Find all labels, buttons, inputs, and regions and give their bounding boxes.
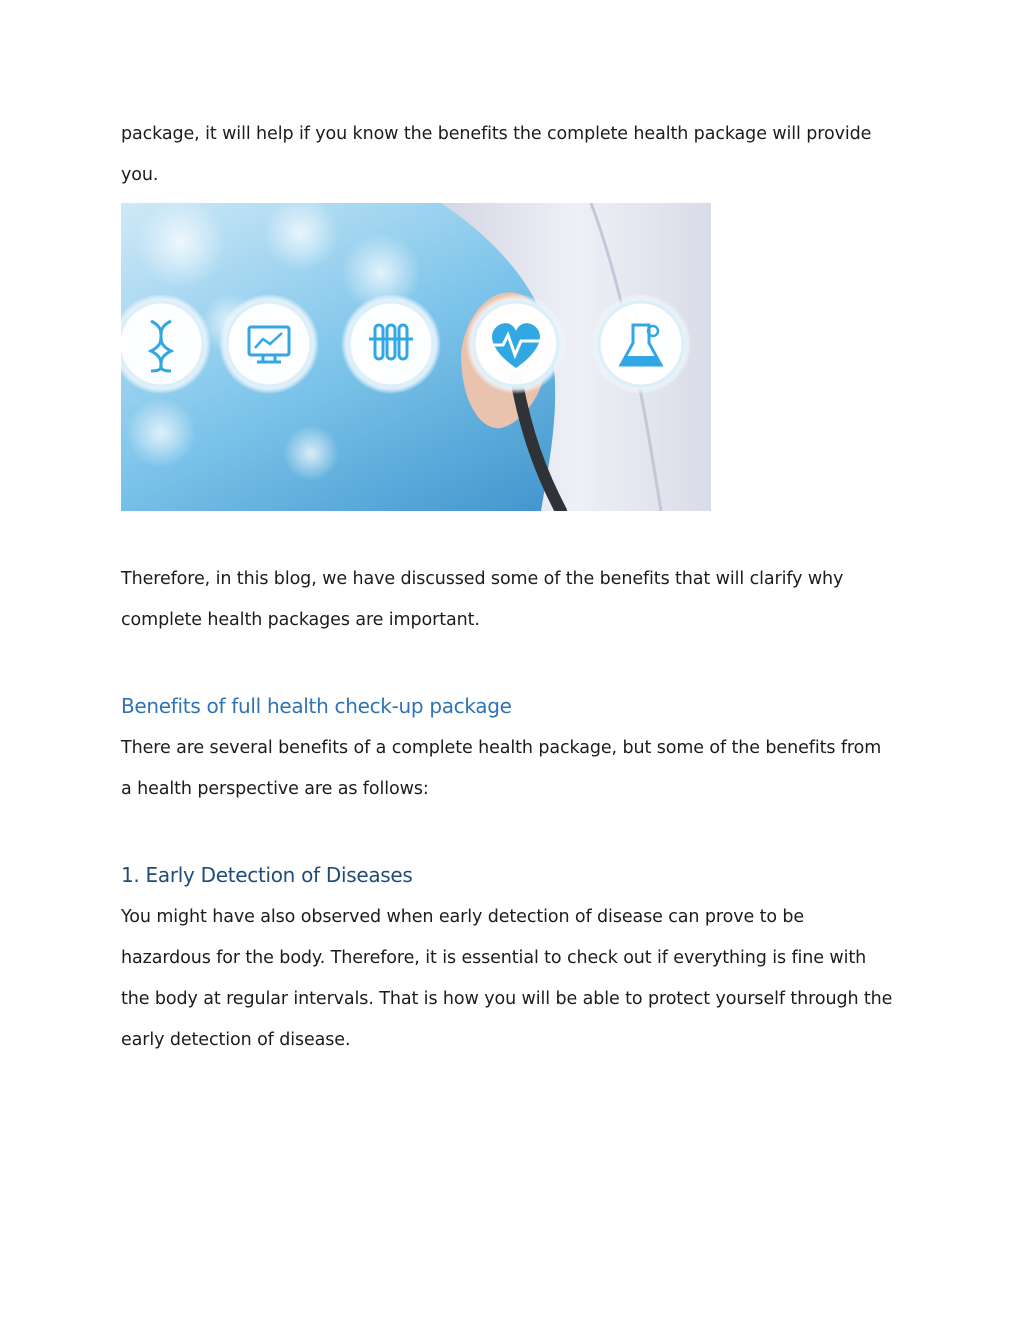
section-heading-benefits: Benefits of full health check-up package — [121, 694, 512, 718]
test-tubes-icon — [341, 294, 441, 394]
paragraph-4: You might have also observed when early detection of disease can prove to be hazardous for the body. Therefore, it is essential to check out if everything is fine with the body at regular intervals. That is how you will be able to protect yourself through the early detection of disease. — [121, 907, 893, 1050]
flask-icon — [591, 294, 691, 394]
monitor-chart-icon — [219, 294, 319, 394]
paragraph-2: Therefore, in this blog, we have discussed some of the benefits that will clarify why complete health packages are important. — [121, 569, 844, 630]
paragraph-3: There are several benefits of a complete health package, but some of the benefits from a health perspective are as follows: — [121, 738, 882, 799]
heart-pulse-icon — [466, 294, 566, 394]
subheading-early-detection: 1. Early Detection of Diseases — [121, 863, 413, 887]
intro-paragraph: package, it will help if you know the benefits the complete health package will provide you. — [121, 124, 872, 185]
health-checkup-photo — [121, 203, 711, 511]
